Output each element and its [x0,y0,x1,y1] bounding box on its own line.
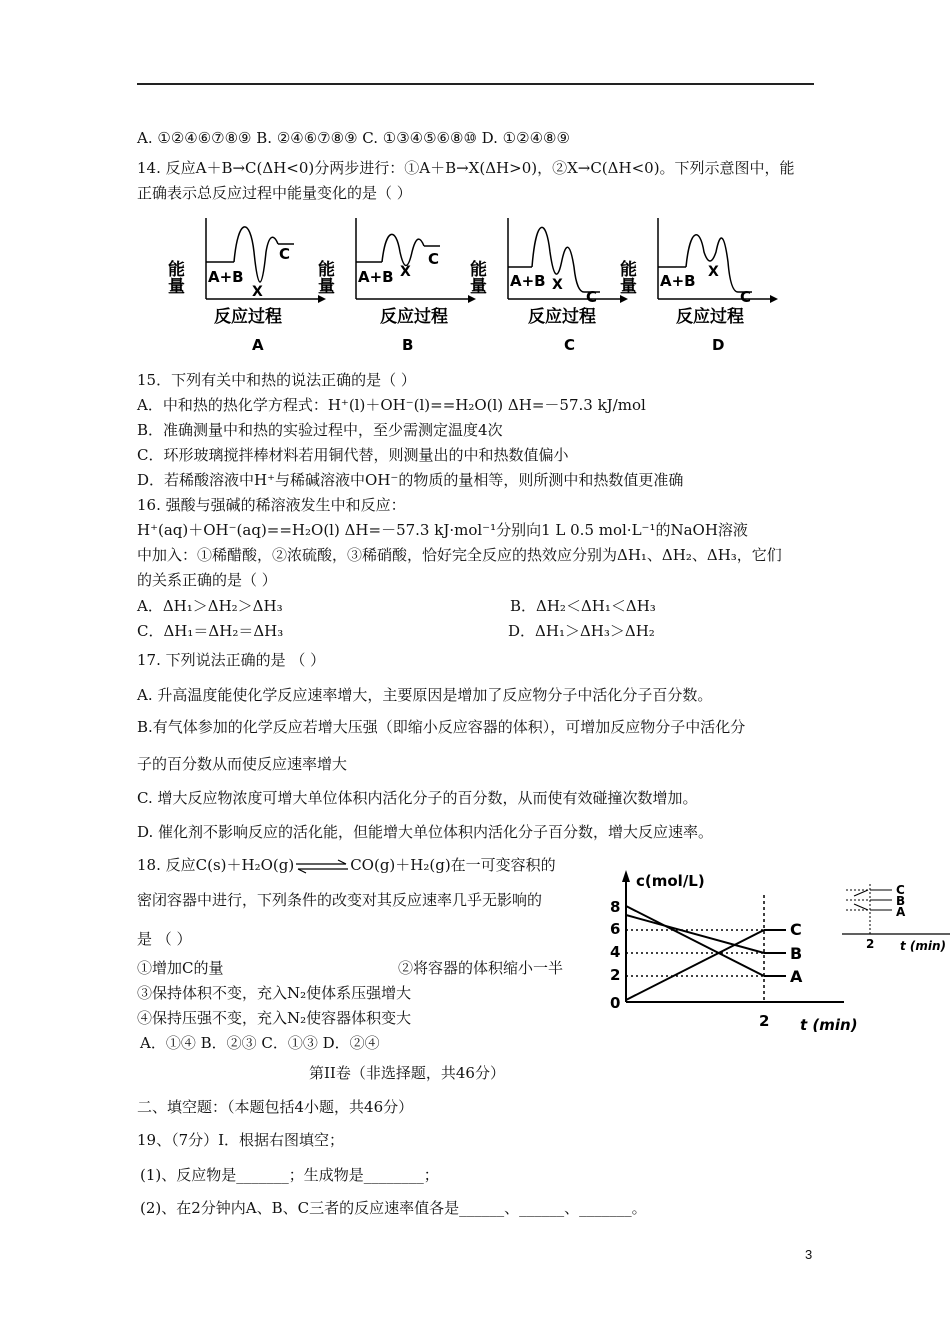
reactant-label-d: A+B [660,272,696,290]
header-rule [137,83,814,85]
q18-products: CO(g)＋H₂(g)在一可变容积的 [350,856,556,874]
y-tick-8: 8 [610,898,621,916]
series-label-a: A [790,967,803,986]
y-tick-4: 4 [610,943,621,961]
section-two-heading: 二、填空题：（本题包括4小题，共46分） [137,1098,414,1116]
q17-option-c: C. 增大反应物浓度可增大单位体积内活化分子的百分数，从而使有效碰撞次数增加。 [137,789,698,807]
fragment-series-a: A [896,905,906,919]
q15-option-d: D．若稀酸溶液中H⁺与稀碱溶液中OH⁻的物质的量相等，则所测中和热数值更准确 [137,471,684,489]
q15-option-c: C．环形玻璃搅拌棒材料若用铜代替，则测量出的中和热数值偏小 [137,446,569,464]
q19-stem: 19、（7分）Ⅰ．根据右图填空； [137,1131,345,1149]
xaxis-label-b: 反应过程 [380,307,448,327]
q17-option-d: D. 催化剂不影响反应的活化能，但能增大单位体积内活化分子百分数，增大反应速率。 [137,823,714,841]
page-number: 3 [805,1247,813,1262]
y-axis-label: c(mol/L) [636,872,705,890]
intermediate-label-a: X [252,284,263,300]
q18-stem-1 [137,855,556,875]
concentration-chart-fragment [842,878,950,958]
q14-stem-1: 14. 反应A＋B→C(ΔH<0)分两步进行：①A＋B→X(ΔH>0)，②X→C(ΔH<0)。下列示意图中，能 [137,159,795,177]
caption-a: A [252,336,264,354]
fragment-series-b: B [896,894,906,908]
intermediate-label-b: X [400,264,411,280]
y-tick-6: 6 [610,920,621,938]
q14-stem-2: 正确表示总反应过程中能量变化的是（ ） [137,184,412,202]
q18-condition-1: ①增加C的量 [137,959,224,977]
energy-axis-label-a: 能量 [164,260,184,294]
intermediate-label-c: X [552,277,563,293]
q19-part-1: (1)、反应物是_______；生成物是________； [140,1166,439,1184]
q16-option-d: D．ΔH₁＞ΔH₃＞ΔH₂ [508,622,655,640]
concentration-chart [604,860,858,1034]
energy-diagram-d [616,218,778,354]
q16-option-c: C．ΔH₁＝ΔH₂＝ΔH₃ [137,622,284,640]
energy-diagram-b [314,218,476,354]
q15-stem: 15．下列有关中和热的说法正确的是（ ） [137,371,416,389]
reactant-label-c: A+B [510,272,546,290]
concentration-chart-svg [604,860,858,1034]
fragment-x-label: t (min) [900,939,947,953]
y-tick-2: 2 [610,966,621,984]
x-tick-2: 2 [759,1012,770,1030]
q18-stem-3: 是 （ ） [137,930,192,948]
intermediate-label-d: X [708,264,719,280]
q16-stem-1: 16. 强酸与强碱的稀溶液发生中和反应： [137,496,406,514]
q18-options: A．①④ B．②③ C．①③ D．②④ [140,1034,380,1052]
q16-stem-3: 中加入：①稀醋酸，②浓硫酸，③稀硝酸，恰好完全反应的热效应分别为ΔH₁、ΔH₂、ΔH₃，它们 [137,546,782,564]
q15-option-a: A．中和热的热化学方程式：H⁺(l)＋OH⁻(l)==H₂O(l) ΔH=－57.3 kJ/mol [137,396,646,414]
caption-c: C [564,336,576,354]
energy-diagram-c [466,218,628,354]
energy-axis-label-c: 能量 [466,260,486,294]
energy-diagrams [164,212,790,356]
q17-option-a: A. 升高温度能使化学反应速率增大，主要原因是增加了反应物分子中活化分子百分数。 [137,686,713,704]
series-label-b: B [790,944,803,963]
x-axis-label: t (min) [800,1016,858,1034]
q18-stem-2: 密闭容器中进行，下列条件的改变对其反应速率几乎无影响的 [137,891,543,909]
caption-d: D [712,336,725,354]
energy-diagram-a [164,218,326,354]
fragment-x-tick: 2 [866,937,875,951]
q17-stem: 17. 下列说法正确的是 （ ） [137,651,326,669]
product-label-a: C [279,245,291,263]
xaxis-label-d: 反应过程 [676,307,744,327]
part-two-title: 第II卷（非选择题，共46分） [309,1064,505,1082]
q17-option-b-2: 子的百分数从而使反应速率增大 [137,755,348,773]
series-label-c: C [790,920,802,939]
product-label-b: C [428,250,440,268]
product-label-c: C [586,288,598,306]
caption-b: B [402,336,414,354]
energy-axis-label-d: 能量 [616,260,636,294]
q19-part-2: (2)、在2分钟内A、B、C三者的反应速率值各是______、______、_______。 [140,1199,647,1217]
fragment-series-c: C [896,883,905,897]
q17-option-b-1: B.有气体参加的化学反应若增大压强（即缩小反应容器的体积），可增加反应物分子中活化分 [137,718,746,736]
q13-options: A. ①②④⑥⑦⑧⑨ B. ②④⑥⑦⑧⑨ C. ①③④⑤⑥⑧⑩ D. ①②④⑧⑨ [137,129,570,147]
xaxis-label-c: 反应过程 [528,307,596,327]
q16-option-b: B．ΔH₂＜ΔH₁＜ΔH₃ [510,597,656,615]
energy-diagrams-svg [164,212,790,354]
reactant-label-b: A+B [358,268,394,286]
q16-stem-2: H⁺(aq)＋OH⁻(aq)==H₂O(l) ΔH=－57.3 kJ·mol⁻¹分别向1 L 0.5 mol·L⁻¹的NaOH溶液 [137,521,748,539]
xaxis-label-a: 反应过程 [214,307,282,327]
equilibrium-arrow-icon [294,859,350,873]
q16-stem-4: 的关系正确的是（ ） [137,571,277,589]
q18-condition-3: ③保持体积不变，充入N₂使体系压强增大 [137,984,412,1002]
q18-condition-2: ②将容器的体积缩小一半 [398,959,564,977]
reactant-label-a: A+B [208,268,244,286]
y-tick-0: 0 [610,994,621,1012]
q15-option-b: B．准确测量中和热的实验过程中，至少需测定温度4次 [137,421,503,439]
q18-reactants: 18. 反应C(s)＋H₂O(g) [137,856,295,874]
q16-option-a: A．ΔH₁＞ΔH₂＞ΔH₃ [137,597,283,615]
q18-condition-4: ④保持压强不变，充入N₂使容器体积变大 [137,1009,412,1027]
energy-axis-label-b: 能量 [314,260,334,294]
product-label-d: C [740,288,752,306]
concentration-chart-fragment-svg [842,878,950,954]
